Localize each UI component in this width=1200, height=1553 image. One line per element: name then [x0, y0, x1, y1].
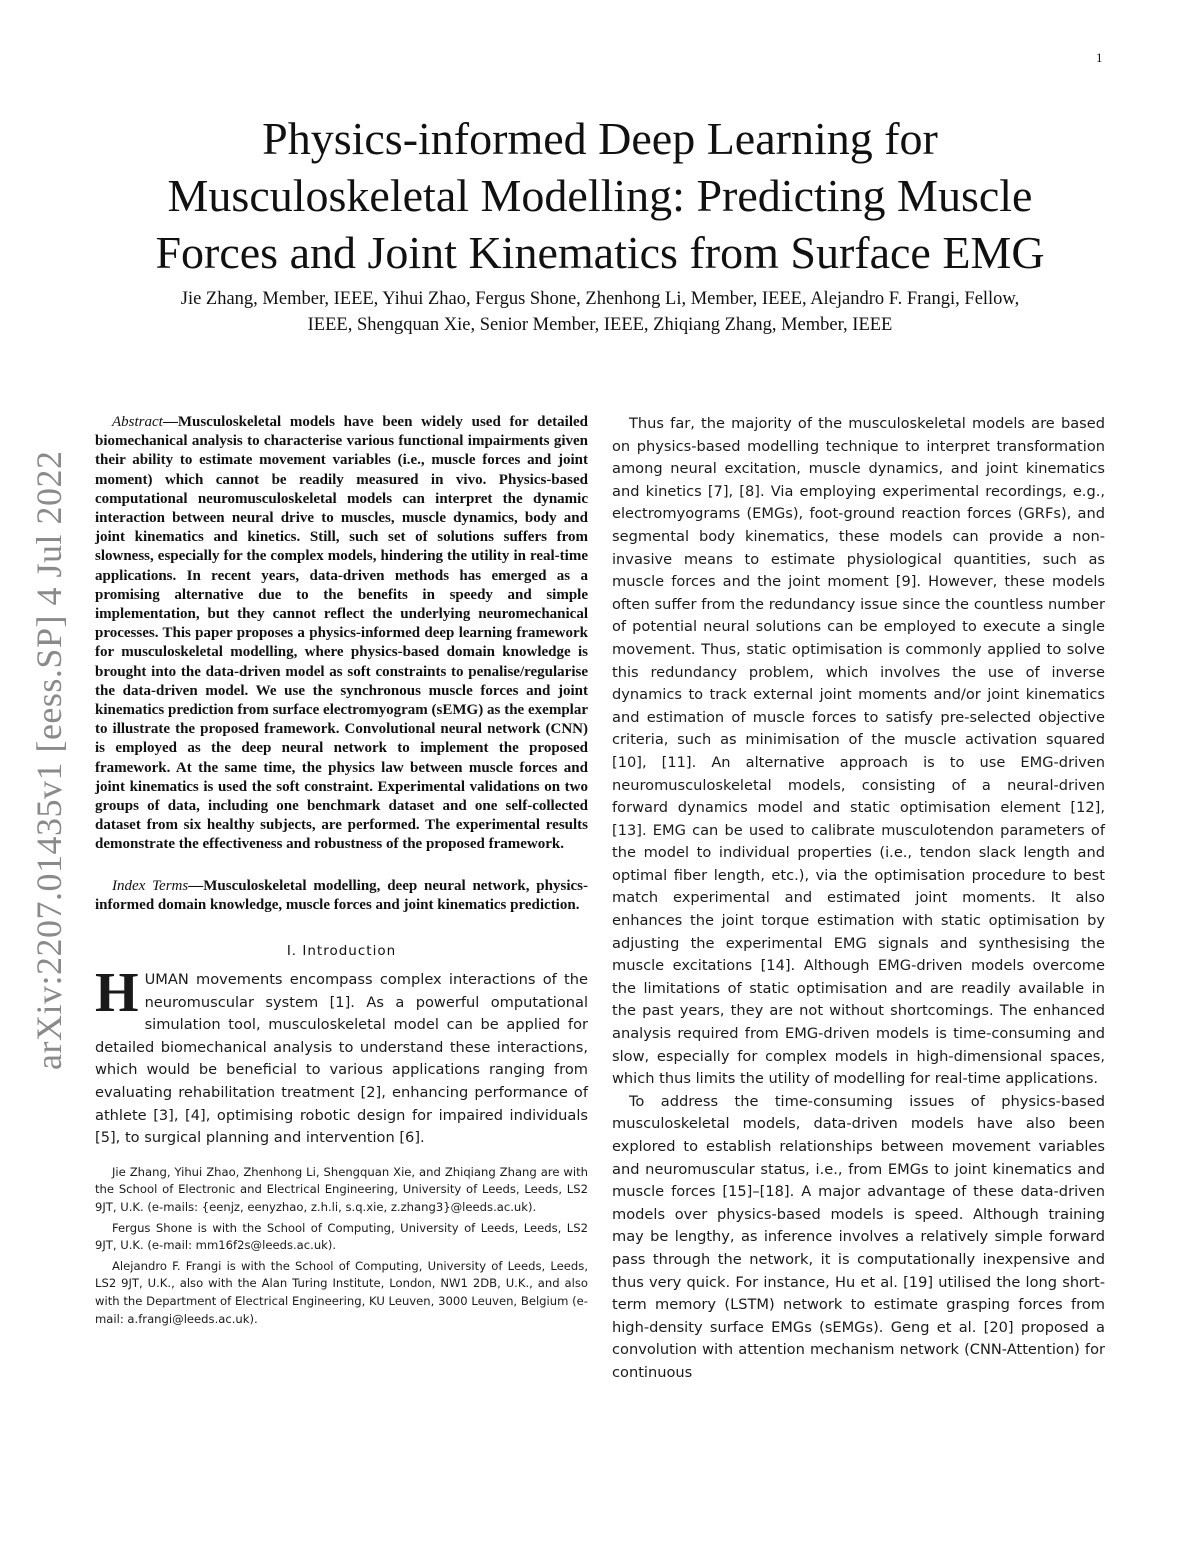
- index-terms-label: Index Terms: [112, 877, 189, 894]
- paper-title: [80, 110, 1120, 281]
- footnote: Fergus Shone is with the School of Computing, University of Leeds, Leeds, LS2 9JT, U.K. (e-mail: mm16f2s@leeds.ac.uk).: [95, 1220, 588, 1253]
- title-line: Physics-informed Deep Learning for: [262, 113, 938, 164]
- title-line: Musculoskeletal Modelling: Predicting Muscle: [167, 170, 1033, 221]
- arxiv-watermark: arXiv:2207.01435v1 [eess.SP] 4 Jul 2022: [29, 450, 69, 1070]
- index-terms-text: —Musculoskeletal modelling, deep neural network, physics-informed domain knowledge, muscle forces and joint kinematics prediction.: [95, 877, 588, 913]
- section-heading: I. Introduction: [286, 943, 397, 960]
- footnote: Alejandro F. Frangi is with the School of Computing, University of Leeds, Leeds, LS2 9JT, U.K., also with the Alan Turing Institute, London, NW1 2DB, U.K., and also with the Department of Electrical Engineering, KU Leuven, 3000 Leuven, Belgium (e-mail: a.frangi@leeds.ac.uk).: [95, 1258, 588, 1326]
- right-column: [612, 413, 1105, 1385]
- left-column: [95, 413, 588, 1331]
- footnotes: [95, 1164, 588, 1328]
- footnote: Jie Zhang, Yihui Zhao, Zhenhong Li, Shengquan Xie, and Zhiqiang Zhang are with the School of Electronic and Electrical Engineering, University of Leeds, Leeds, LS2 9JT, U.K. (e-mails: {eenjz, eenyzhao, z.h.li, s.q.xie, z.zhang3}@leeds.ac.uk).: [95, 1164, 588, 1215]
- author-line: Jie Zhang, Member, IEEE, Yihui Zhao, Fergus Shone, Zhenhong Li, Member, IEEE, Alejandro F. Frangi, Fellow,: [180, 289, 1020, 309]
- author-line: IEEE, Shengquan Xie, Senior Member, IEEE, Zhiqiang Zhang, Member, IEEE: [307, 315, 893, 335]
- index-terms: [95, 877, 588, 915]
- abstract: [95, 413, 588, 855]
- author-list: [80, 286, 1120, 338]
- intro-paragraph-text: UMAN movements encompass complex interactions of the neuromuscular system [1]. As a powerful omputational simulation tool, musculoskeletal model can be applied for detailed biomechanical analysis to understand these interactions, which would be beneficial to various applications ranging from evaluating rehabilitation treatment [2], enhancing performance of athlete [3], [4], optimising robotic design for impaired individuals [5], to surgical planning and intervention [6].: [95, 971, 588, 1147]
- intro-paragraph: [95, 962, 588, 1150]
- drop-cap: H: [95, 962, 139, 1025]
- body-paragraph: Thus far, the majority of the musculoskeletal models are based on physics-based modelling technique to interpret transformation among neural excitation, muscle dynamics, and joint kinematics and kinetics [7], [8]. Via employing experimental recordings, e.g., electromyograms (EMGs), foot-ground reaction forces (GRFs), and segmental body kinematics, these models can provide a non-invasive means to estimate physiological quantities, such as muscle forces and the joint moment [9]. However, these models often suffer from the redundancy issue since the countless number of potential neural solutions can be employed to execute a single movement. Thus, static optimisation is commonly applied to solve this redundancy problem, which involves the use of inverse dynamics to track external joint moments and/or joint kinematics and estimation of muscle forces to satisfy pre-selected objective criteria, such as minimisation of the muscle activation squared [10], [11]. An alternative approach is to use EMG-driven neuromusculoskeletal models, consisting of a neural-driven forward dynamics model and static optimisation element [12], [13]. EMG can be used to calibrate musculotendon parameters of the model to individual properties (i.e., tendon slack length and optimal fiber length, etc.), via the optimisation procedure to best match experimental and estimated joint moments. It also enhances the joint torque estimation with static optimisation by adjusting the experimental EMG signals and synthesising the muscle excitations [14]. Although EMG-driven models overcome the limitations of static optimisation and are readily available in the past years, they are not without shortcomings. The enhanced analysis required from EMG-driven models is time-consuming and slow, especially for complex models in high-dimensional spaces, which thus limits the utility of modelling for real-time applications.: [612, 415, 1105, 1088]
- abstract-label: Abstract: [112, 414, 163, 430]
- title-line: Forces and Joint Kinematics from Surface EMG: [155, 227, 1045, 278]
- abstract-text: —Musculoskeletal models have been widely used for detailed biomechanical analysis to characterise various functional impairments given their ability to estimate movement variables (i.e., muscle forces and joint moment) which cannot be readily measured in vivo. Physics-based computational neuromusculoskeletal models can interpret the dynamic interaction between neural drive to muscles, muscle dynamics, body and joint kinematics and kinetics. Still, such set of solutions suffers from slowness, especially for the complex models, hindering the utility in real-time applications. In recent years, data-driven methods has emerged as a promising alternative due to the benefits in speedy and simple implementation, but they cannot reflect the underlying neuromechanical processes. This paper proposes a physics-informed deep learning framework for musculoskeletal modelling, where physics-based domain knowledge is brought into the data-driven model as soft constraints to penalise/regularise the data-driven model. We use the synchronous muscle forces and joint kinematics prediction from surface electromyogram (sEMG) as the exemplar to illustrate the proposed framework. Convolutional neural network (CNN) is employed as the deep neural network to implement the proposed framework. At the same time, the physics law between muscle forces and joint kinematics is used the soft constraint. Experimental validations on two groups of data, including one benchmark dataset and one self-collected dataset from six healthy subjects, are performed. The experimental results demonstrate the effectiveness and robustness of the proposed framework.: [95, 414, 588, 853]
- body-paragraph: To address the time-consuming issues of physics-based musculoskeletal models, data-driven models have also been explored to establish relationships between movement variables and neuromuscular status, i.e., from EMGs to joint kinematics and muscle forces [15]–[18]. A major advantage of these data-driven models over physics-based models is speed. Although training may be lengthy, as inference involves a relatively simple forward pass through the network, it is computationally inexpensive and thus very quick. For instance, Hu et al. [19] utilised the long short-term memory (LSTM) network to estimate grasping forces from high-density surface EMGs (sEMGs). Geng et al. [20] proposed a convolution with attention mechanism network (CNN-Attention) for continuous: [612, 1092, 1105, 1381]
- page-number: 1: [1096, 50, 1103, 65]
